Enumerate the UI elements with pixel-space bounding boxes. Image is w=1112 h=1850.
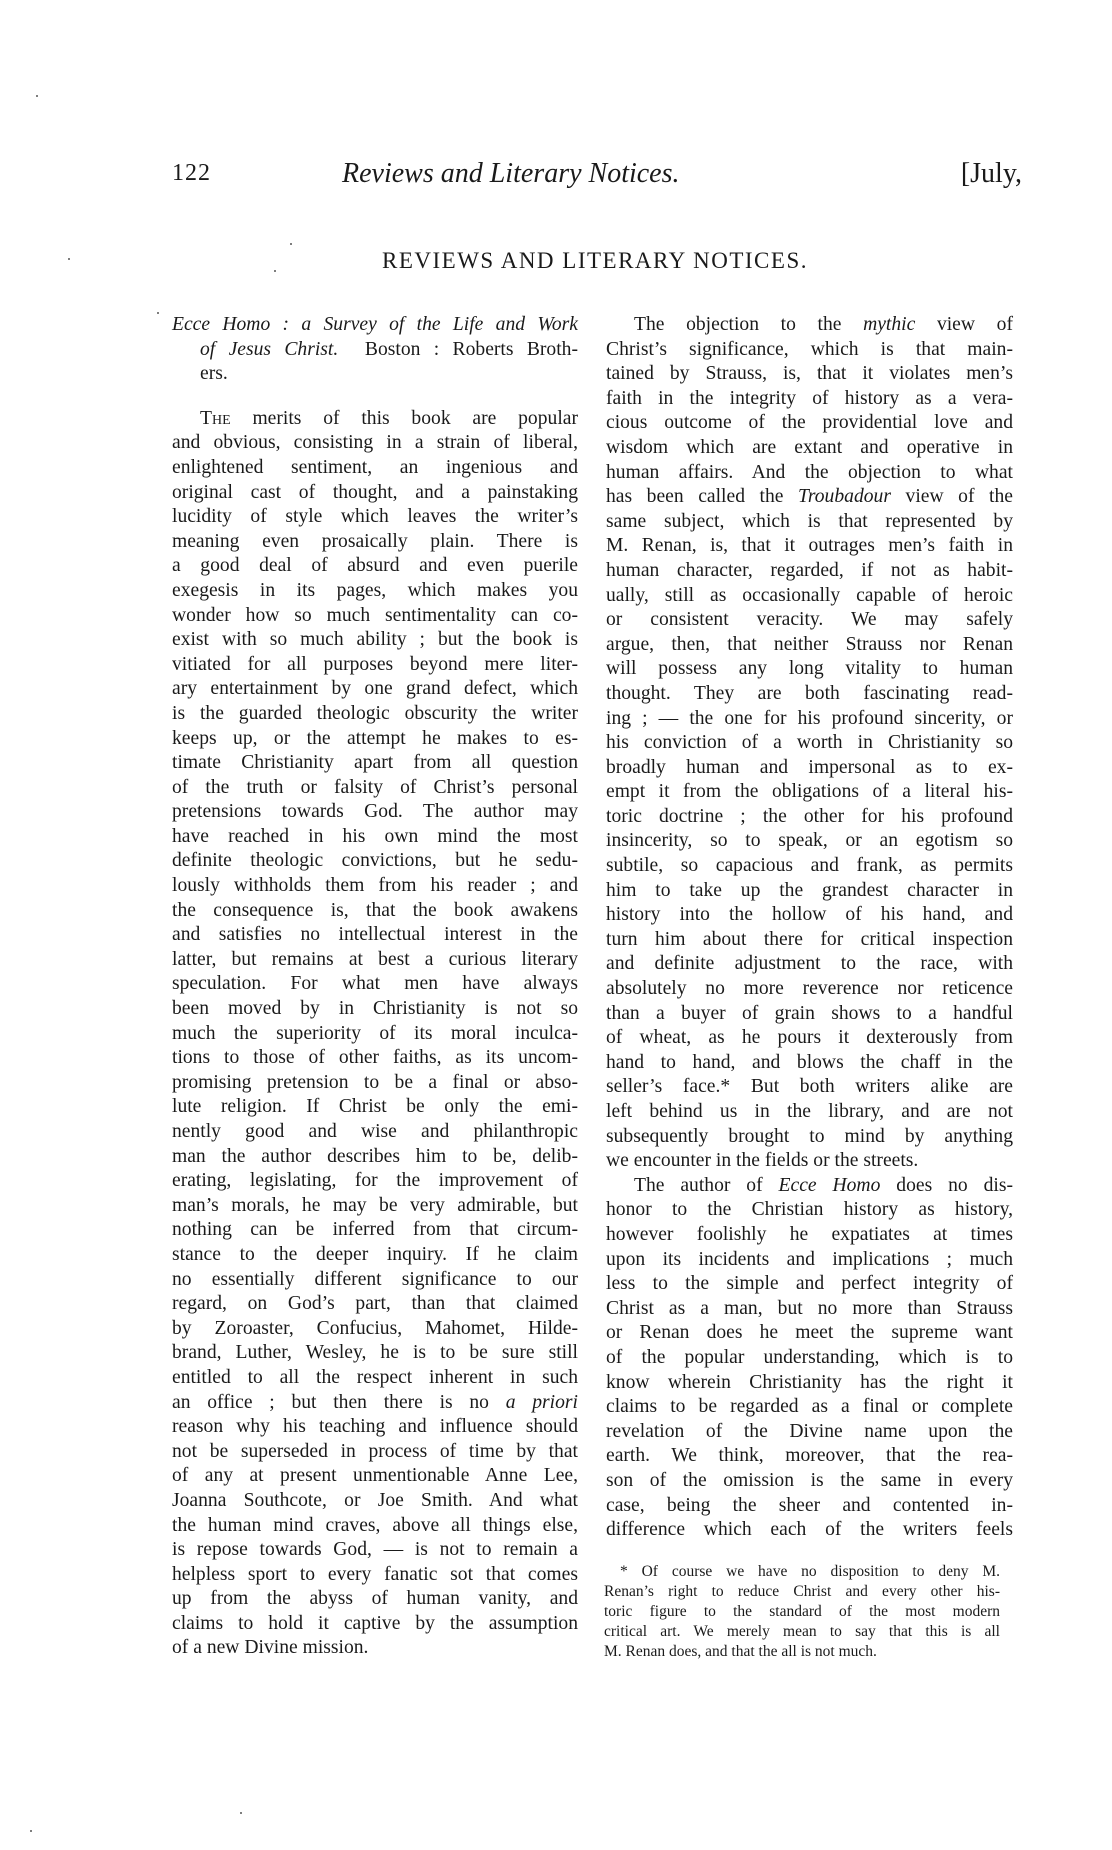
text-line: empt it from the obligations of a literal his- <box>606 781 1013 803</box>
text-line: however foolishly he expatiates at times <box>606 1223 1013 1245</box>
text-line: than a buyer of grain shows to a handful <box>606 1002 1013 1024</box>
text-line: The merits of this book are popular <box>200 407 578 429</box>
text-line: enlightened sentiment, an ingenious and <box>172 456 578 478</box>
running-title: Reviews and Literary Notices. <box>342 158 680 189</box>
text-line: of wheat, as he pours it dexterously from <box>606 1027 1013 1049</box>
text-line: subsequently brought to mind by anything <box>606 1125 1013 1147</box>
text-line: erating, legislating, for the improvement of <box>172 1170 578 1192</box>
text-line: speculation. For what men have always <box>172 973 578 995</box>
text-line: cious outcome of the providential love and <box>606 412 1013 434</box>
text-line: nothing can be inferred from that circum- <box>172 1219 578 1241</box>
text-line: critical art. We merely mean to say that this is all <box>604 1623 1000 1640</box>
text-line: an office ; but then there is no a priori <box>172 1391 578 1413</box>
small-caps-lead: The <box>200 407 231 429</box>
section-title: REVIEWS AND LITERARY NOTICES. <box>382 248 808 273</box>
text-line: has been called the Troubadour view of the <box>606 486 1013 508</box>
page-number: 122 <box>172 160 211 186</box>
text-line: or Renan does he meet the supreme want <box>606 1322 1013 1344</box>
text-line: definite theologic convictions, but he sedu- <box>172 850 578 872</box>
text-line: ually, still as occasionally capable of heroic <box>606 584 1013 606</box>
text-line: and satisfies no intellectual interest in the <box>172 924 578 946</box>
issue-month: [July, <box>960 158 1022 189</box>
scan-speck <box>157 312 159 314</box>
text-line: much the superiority of its moral inculca- <box>172 1022 578 1044</box>
text-line: reason why his teaching and influence should <box>172 1416 578 1438</box>
text-line: regard, on God’s part, than that claimed <box>172 1293 578 1315</box>
text-line: earth. We think, moreover, that the rea- <box>606 1445 1013 1467</box>
text-line: by Zoroaster, Confucius, Mahomet, Hilde- <box>172 1317 578 1339</box>
text-line: a good deal of absurd and even puerile <box>172 555 578 577</box>
text-line: is the guarded theologic obscurity the writer <box>172 702 578 724</box>
text-line: of the truth or falsity of Christ’s personal <box>172 776 578 798</box>
text-line: argue, then, that neither Strauss nor Renan <box>606 633 1013 655</box>
text-line: human affairs. And the objection to what <box>606 461 1013 483</box>
text-line: pretensions towards God. The author may <box>172 801 578 823</box>
text-line: of any at present unmentionable Anne Lee, <box>172 1465 578 1487</box>
text-line: ary entertainment by one grand defect, which <box>172 678 578 700</box>
text-line: promising pretension to be a final or abso- <box>172 1071 578 1093</box>
text-line: subtile, so capacious and frank, as permits <box>606 855 1013 877</box>
text-line: seller’s face.* But both writers alike are <box>606 1076 1013 1098</box>
italic-phrase: Troubadour <box>798 486 891 508</box>
text-line: insincerity, so to speak, or an egotism so <box>606 830 1013 852</box>
text-line: is repose towards God, — is not to remain a <box>172 1539 578 1561</box>
text-line: keeps up, or the attempt he makes to es- <box>172 727 578 749</box>
text-line: Christ as a man, but no more than Strauss <box>606 1297 1013 1319</box>
text-line: not be superseded in process of time by that <box>172 1440 578 1462</box>
text-line: broadly human and impersonal as to ex- <box>606 756 1013 778</box>
scan-speck <box>68 258 70 260</box>
text-line: left behind us in the library, and are not <box>606 1101 1013 1122</box>
left-column <box>172 313 578 1661</box>
text-line: toric figure to the standard of the most modern <box>604 1603 1000 1620</box>
text-line: the human mind craves, above all things else, <box>172 1514 578 1536</box>
text-line: nently good and wise and philanthropic <box>172 1121 578 1142</box>
paragraph-1 <box>606 313 1013 1174</box>
text-line: less to the simple and perfect integrity of <box>606 1273 1013 1295</box>
text-line: exist with so much ability ; but the book is <box>172 629 578 651</box>
text-line: lute religion. If Christ be only the emi- <box>172 1096 578 1118</box>
text-line: exegesis in its pages, which makes you <box>172 579 578 601</box>
text-line: Joanna Southcote, or Joe Smith. And what <box>172 1489 578 1511</box>
text-line: claims to hold it captive by the assumption <box>172 1612 578 1634</box>
text-line: claims to be regarded as a final or complete <box>606 1396 1013 1418</box>
text-line: honor to the Christian history as history, <box>606 1199 1013 1221</box>
text-line: stance to the deeper inquiry. If he claim <box>172 1243 578 1265</box>
text-line: lucidity of style which leaves the writer’s <box>172 506 578 528</box>
text-line: thought. They are both fascinating read- <box>606 682 1013 704</box>
text-line: timate Christianity apart from all question <box>172 752 578 774</box>
text-line: vitiated for all purposes beyond mere liter- <box>172 653 578 675</box>
text-line: toric doctrine ; the other for his profound <box>606 805 1013 827</box>
text-line: brand, Luther, Wesley, he is to be sure still <box>172 1342 578 1364</box>
italic-phrase: a priori <box>505 1391 578 1413</box>
text-line: * Of course we have no disposition to deny M. <box>620 1563 1000 1580</box>
text-line: same subject, which is that represented by <box>606 510 1013 532</box>
text-line: latter, but remains at best a curious literary <box>172 948 578 970</box>
text-line: of a new Divine mission. <box>172 1637 369 1659</box>
text-line: faith in the integrity of history as a vera- <box>606 387 1013 409</box>
text-line: and obvious, consisting in a strain of liberal, <box>172 432 578 454</box>
scan-speck <box>274 270 276 272</box>
text-line: case, being the sheer and contented in- <box>606 1494 1013 1516</box>
text-line: The author of Ecce Homo does no dis- <box>634 1174 1013 1196</box>
citation-line: of Jesus Christ. Boston : Roberts Broth- <box>200 338 578 360</box>
text-line: turn him about there for critical inspection <box>606 928 1013 950</box>
text-line: hand to hand, and blows the chaff in the <box>606 1051 1013 1073</box>
text-line: will possess any long vitality to human <box>606 658 1013 680</box>
text-line: tained by Strauss, is, that it violates men’s <box>606 363 1013 385</box>
text-line: entitled to all the respect inherent in such <box>172 1366 578 1388</box>
text-line: his conviction of a worth in Christianity so <box>606 732 1013 754</box>
text-line: man the author describes him to be, delib- <box>172 1145 578 1167</box>
text-line: son of the omission is the same in every <box>606 1469 1013 1491</box>
text-line: difference which each of the writers feels <box>606 1519 1013 1541</box>
text-line: been moved by in Christianity is not so <box>172 998 578 1020</box>
text-line: absolutely no more reverence nor reticence <box>606 978 1013 1000</box>
right-column <box>606 313 1013 1543</box>
italic-phrase: mythic <box>863 314 916 335</box>
italic-phrase: Ecce Homo <box>778 1174 881 1196</box>
text-line: Christ’s significance, which is that main- <box>606 338 1013 360</box>
text-line: ing ; — the one for his profound sincerity, or <box>606 707 1013 729</box>
text-line: wisdom which are extant and operative in <box>606 436 1013 458</box>
text-line: know wherein Christianity has the right it <box>606 1371 1013 1393</box>
text-line: history into the hollow of his hand, and <box>606 904 1013 926</box>
text-line: of the popular understanding, which is to <box>606 1346 1013 1368</box>
review-body-left <box>172 407 578 1661</box>
text-line: lously withholds them from his reader ; and <box>172 875 578 897</box>
text-line: original cast of thought, and a painstaking <box>172 481 578 503</box>
text-line: revelation of the Divine name upon the <box>606 1420 1013 1442</box>
scan-speck <box>36 95 38 97</box>
scan-speck <box>30 1830 32 1832</box>
running-header <box>172 160 1022 196</box>
text-line: or consistent veracity. We may safely <box>606 609 1013 631</box>
text-line: human character, regarded, if not as habit- <box>606 559 1013 581</box>
text-line: have reached in his own mind the most <box>172 825 578 847</box>
citation-line: Ecce Homo : a Survey of the Life and Work <box>172 314 578 335</box>
text-line: man’s morals, he may be very admirable, but <box>172 1194 578 1216</box>
text-line: M. Renan does, and that the all is not much. <box>604 1643 877 1660</box>
text-line: tions to those of other faiths, as its uncom- <box>172 1047 578 1069</box>
text-line: him to take up the grandest character in <box>606 879 1013 901</box>
text-line: meaning even prosaically plain. There is <box>172 530 578 552</box>
text-line: up from the abyss of human vanity, and <box>172 1588 578 1610</box>
text-line: wonder how so much sentimentality can co- <box>172 604 578 626</box>
citation-line: ers. <box>200 363 228 385</box>
text-line: M. Renan, is, that it outrages men’s faith in <box>606 535 1013 557</box>
text-line: we encounter in the fields or the streets. <box>606 1150 919 1172</box>
text-line: helpless sport to every fanatic sot that comes <box>172 1563 578 1585</box>
book-citation <box>172 313 578 387</box>
text-line: no essentially different significance to our <box>172 1268 578 1290</box>
text-line: Renan’s right to reduce Christ and every other his- <box>604 1583 1000 1600</box>
paragraph-2 <box>606 1174 1013 1543</box>
footnote <box>604 1562 1000 1662</box>
text-line: and definite adjustment to the race, with <box>606 953 1013 975</box>
text-line: The objection to the mythic view of <box>634 314 1013 335</box>
text-line: upon its incidents and implications ; much <box>606 1248 1013 1270</box>
scan-speck <box>290 243 292 245</box>
scan-speck <box>240 1812 242 1814</box>
text-line: the consequence is, that the book awakens <box>172 899 578 921</box>
